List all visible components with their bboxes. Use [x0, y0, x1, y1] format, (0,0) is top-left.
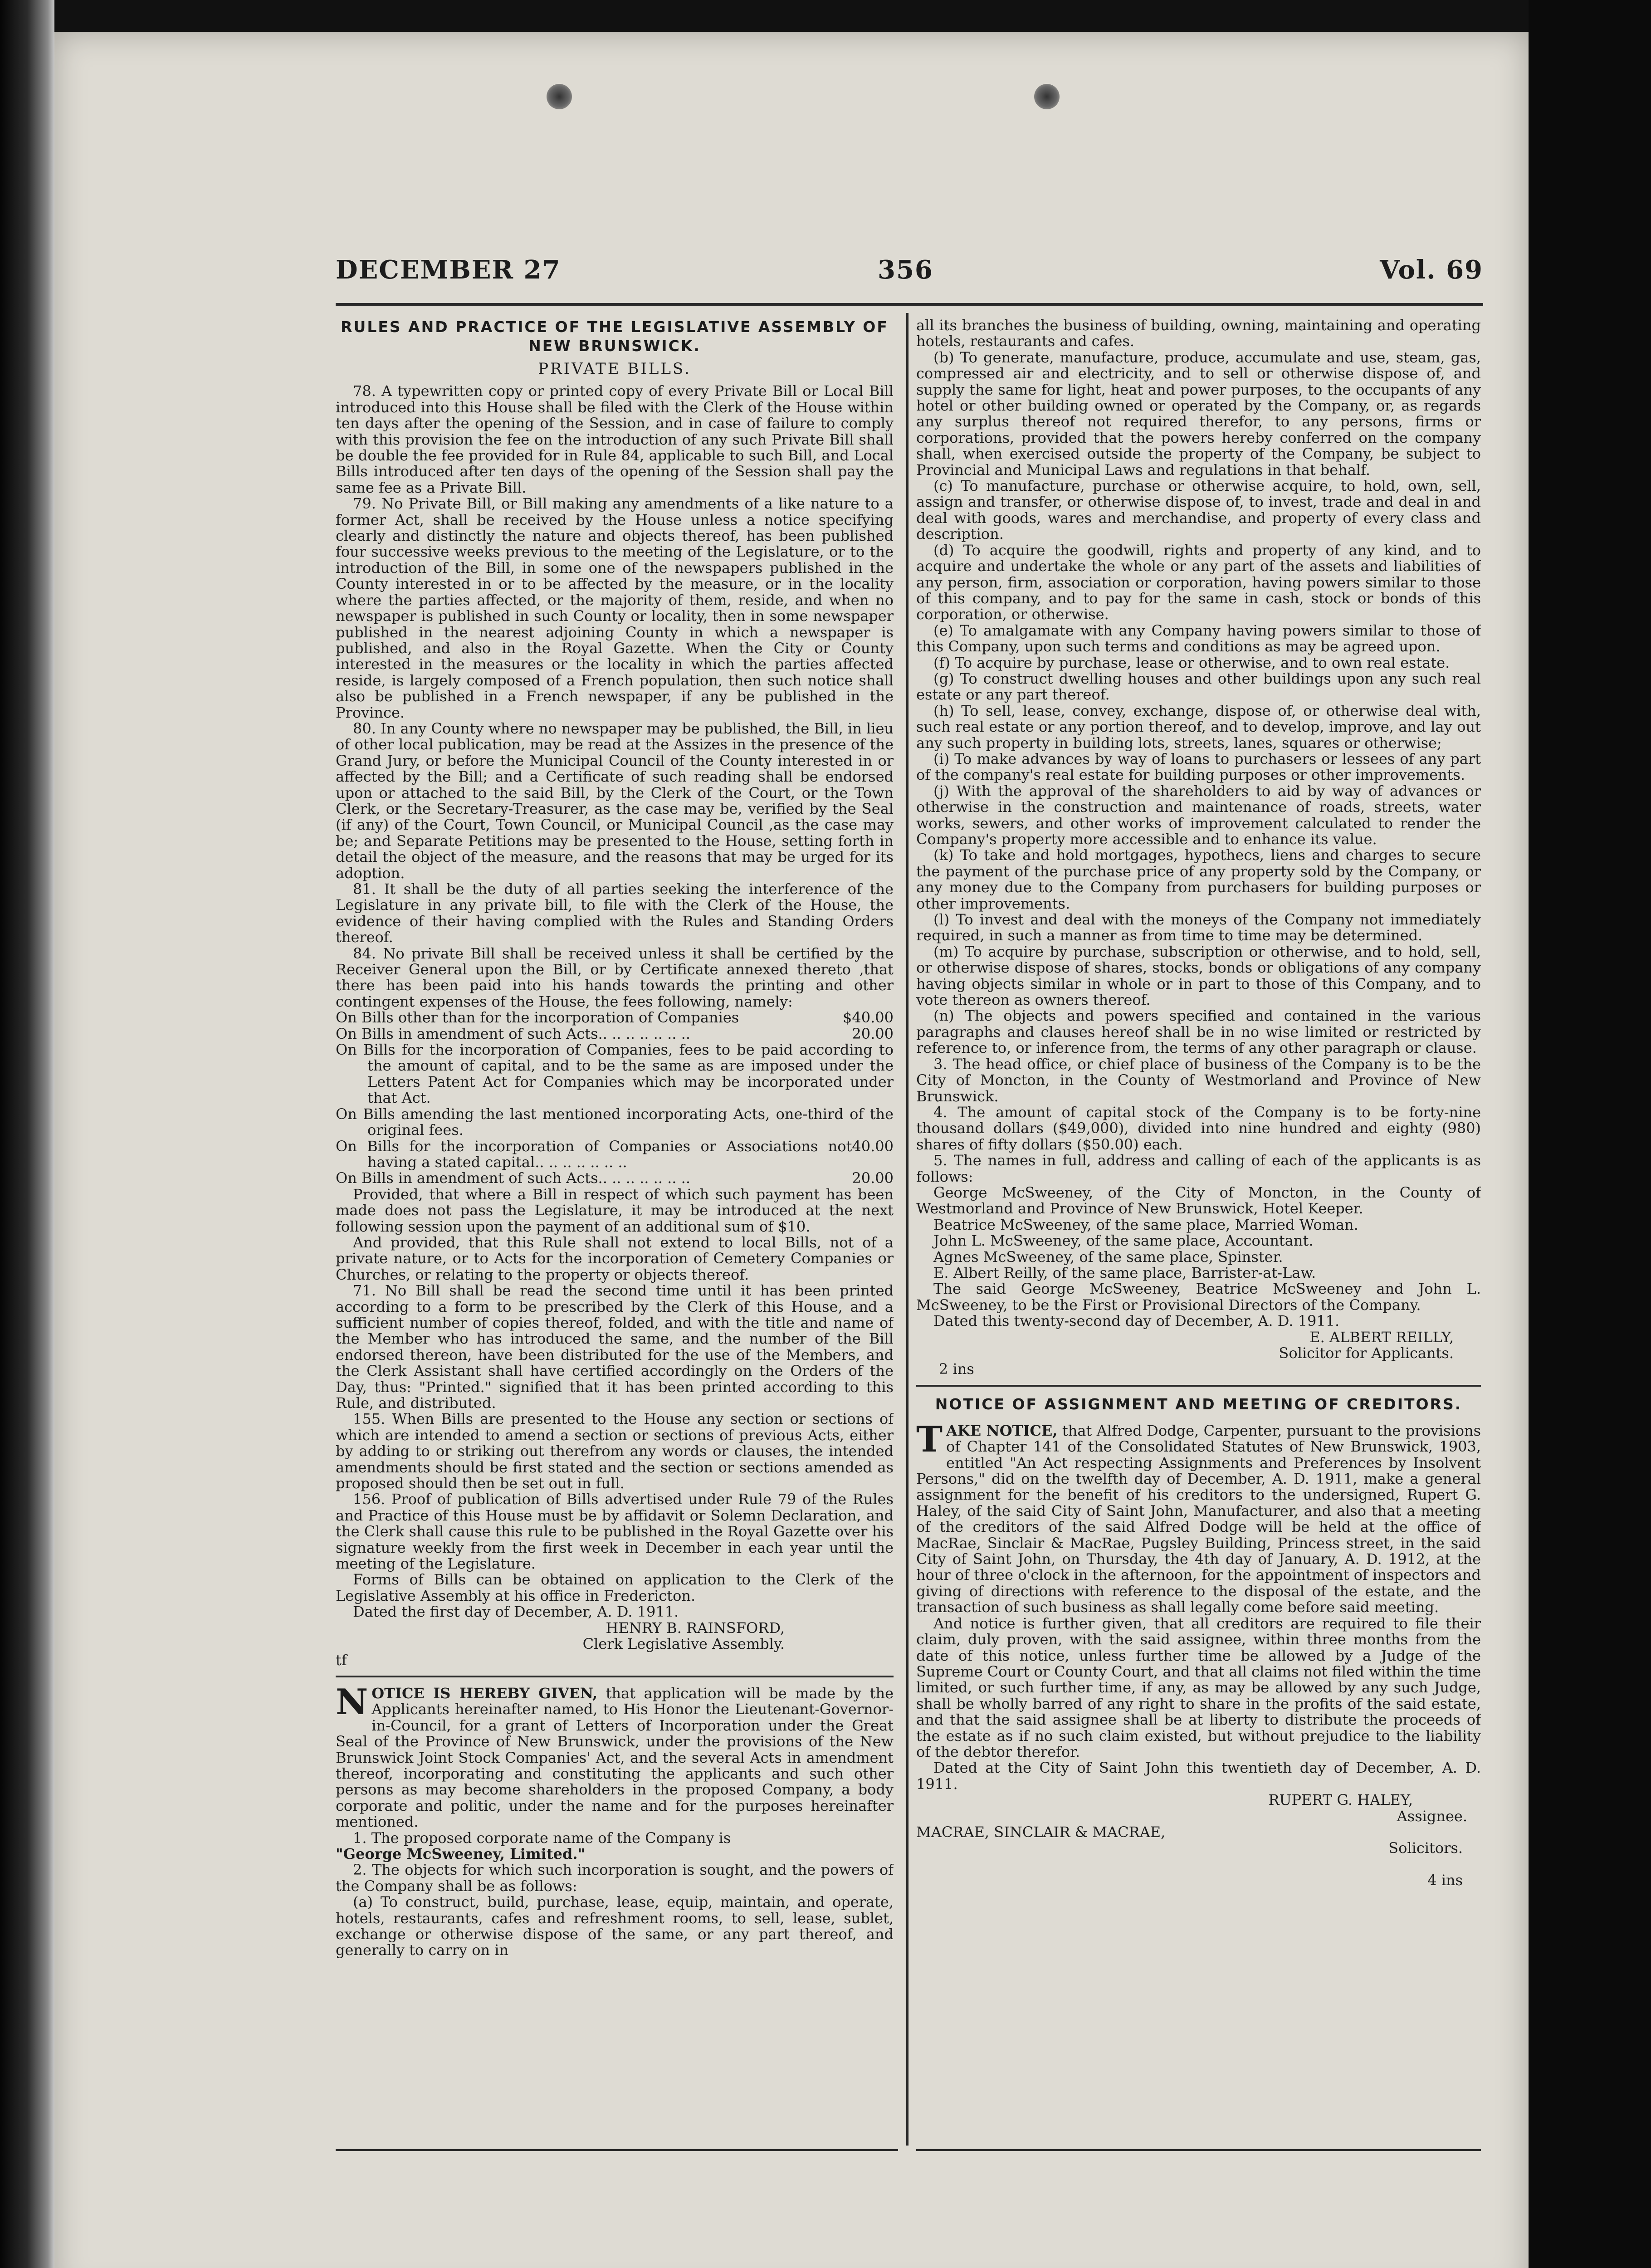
assignee-title: Assignee. [1397, 1807, 1467, 1825]
incorporation-notice-intro [336, 1681, 894, 1831]
object-clause: 4. The amount of capital stock of the Company is to be forty-nine thousand dollars ($49,000), divided into nine hundred and eighty (980) shares of fifty dollars ($50.00) each. [916, 1103, 1481, 1153]
notice-lead: OTICE IS HEREBY GIVEN, [371, 1684, 598, 1702]
rules-signer: HENRY B. RAINSFORD, [606, 1619, 785, 1637]
object-clause: (b) To generate, manufacture, produce, accumulate and use, steam, gas, compressed air and electricity, and to sell or otherwise dispose of, and supply the same for light, heat and power purposes, to the occupants of any hotel or other building owned or operated by the Company, or, as regards any surplus thereof not required therefor, to any persons, firms or corporations, provided that the powers hereby conferred on the company shall, when exercised outside the property of the Company, be subject to Provincial and Municipal Laws and regulations in that behalf. [916, 348, 1481, 479]
fee-label: On Bills other than for the incorporation of Companies [336, 1009, 739, 1026]
assignee-name: RUPERT G. HALEY, [1268, 1791, 1413, 1809]
object-clause: (k) To take and hold mortgages, hypothecs, liens and charges to secure the payment of the purchase price of any property sold by the Company, or any money due to the Company from purchasers for building purposes or other improvements. [916, 846, 1481, 912]
header-page-number: 356 [878, 255, 933, 285]
rules-insertion-marker: tf [336, 1651, 347, 1669]
rule-paragraph: 80. In any County where no newspaper may be published, the Bill, in lieu of other local publication, may be read at the Assizes in the presence of the Grand Jury, or before the Municipal Council of the County interested in or affected by the Bill; and a Certificate of such reading shall be endorsed upon or attached to the said Bill, by the Clerk of the Court, or the Town Clerk, or the Secretary-Treasurer, as the case may be, verified by the Seal (if any) of the Court, Town Council, or Municipal Council ,as the case may be; and Separate Petitions may be presented to the House, setting forth in detail the object of the measure, and the reasons that may be urged for its adoption. [336, 719, 894, 882]
dropcap: T [916, 1418, 943, 1460]
fee-item [336, 1139, 894, 1171]
rule-paragraph: Forms of Bills can be obtained on application to the Clerk of the Legislative Assembly at his office in Fredericton. [336, 1571, 894, 1604]
object-clause: (h) To sell, lease, convey, exchange, dispose of, or otherwise deal with, such real estate or any portion thereof, and to develop, improve, and lay out any such property in building lots, streets, lanes, squares or otherwise; [916, 702, 1481, 752]
fee-label: On Bills in amendment of such Acts.. .. .. .. .. .. .. [336, 1025, 690, 1042]
assignment-insertion-marker: 4 ins [1427, 1872, 1463, 1889]
fee-item [336, 1170, 894, 1186]
page-header [336, 255, 1483, 296]
assignment-paragraph: And notice is further given, that all creditors are required to file their claim, duly proven, with the said assignee, within three months from the date of this notice, unless further time be allowed by a Judge of the Supreme Court or County Court, and that all claims not filed within the time limited, or such further time, if any, as may be allowed by any such Judge, shall be wholly barred of any right to share in the profits of the said estate, and that the said assignee shall be at liberty to distribute the proceeds of the estate as if no such claim existed, but without prejudice to the liability of the debtor therefor. [916, 1614, 1481, 1760]
applicant-entry: The said George McSweeney, Beatrice McSweeney and John L. McSweeney, to be the First or Provisional Directors of the Company. [916, 1280, 1481, 1314]
assignment-dated: Dated at the City of Saint John this twentieth day of December, A. D. 1911. [916, 1759, 1481, 1793]
applicant-entry: John L. McSweeney, of the same place, Accountant. [933, 1232, 1314, 1250]
incorporation-dated: Dated this twenty-second day of December, A. D. 1911. [933, 1312, 1340, 1330]
notice-text: that application will be made by the Applicants hereinafter named, to His Honor the Lieutenant-Governor-in-Council, for a grant of Letters of Incorporation under the Great Seal of the Province of New Brunswick, under the provisions of the New Brunswick Joint Stock Companies' Act, and the several Acts in amendment thereof, incorporating and constituting the applicants and such other persons as may become shareholders in the proposed Company, a body corporate and politic, under the name and for the purposes hereinafter mentioned. [336, 1684, 894, 1831]
punch-hole-icon [547, 84, 572, 109]
assignment-text: that Alfred Dodge, Carpenter, pursuant to the provisions of Chapter 141 of the Consolidated Statutes of New Brunswick, 1903, entitled "An Act respecting Assignments and Preferences by Insolvent Persons," did on the twelfth day of December, A. D. 1911, make a general assignment for the benefit of his creditors to the undersigned, Rupert G. Haley, of the said City of Saint John, Manufacturer, and also that a meeting of the creditors of the said Alfred Dodge will be held at the office of MacRae, Sinclair & MacRae, Pugsley Building, Princess street, in the said City of Saint John, on Thursday, the 4th day of January, A. D. 1912, at the hour of three o'clock in the afternoon, for the appointment of inspectors and giving of directions with reference to the disposal of the estate, and the transaction of such business as shall legally come before said meeting. [916, 1422, 1481, 1616]
object-clause: 5. The names in full, address and calling of each of the applicants is as follows: [916, 1152, 1481, 1185]
fee-item [336, 1106, 894, 1139]
left-column [336, 318, 894, 2150]
solicitors-title-line [916, 1840, 1463, 1888]
section-rule [336, 1676, 894, 1677]
solicitors-title: Solicitors. [1388, 1839, 1463, 1857]
rule-paragraph: 79. No Private Bill, or Bill making any amendments of a like nature to a former Act, shall be received by the House unless a notice specifying clearly and distinctly the nature and objects thereof, has been published four successive weeks previous to the meeting of the Legislature, or to the introduction of the Bill, in some one of the newspapers published in the County interested in or to be affected by the measure, or in the locality where the parties affected, or the majority of them, reside, and when no newspaper is published in such County or locality, then in some newspaper published in the nearest adjoining County in which a newspaper is published, and also in the Royal Gazette. When the City or County interested in the measures or the locality in which the parties affected reside, is largely composed of a French population, then such notice shall also be published in a French newspaper, if any be published in the Province. [336, 495, 894, 721]
fee-item [336, 1026, 894, 1042]
applicants-signature [916, 1330, 1481, 1362]
rule-paragraph: 81. It shall be the duty of all parties seeking the interference of the Legislature in any private bill, to file with the Clerk of the House, the evidence of their having complied with the Rules and Standing Orders thereof. [336, 880, 894, 946]
rules-signer-title: Clerk Legislative Assembly. [582, 1635, 785, 1653]
header-date: DECEMBER 27 [336, 255, 561, 285]
object-clause: all its branches the business of building, owning, maintaining and operating hotels, restaurants and cafes. [916, 318, 1481, 350]
rule-paragraph: 156. Proof of publication of Bills advertised under Rule 79 of the Rules and Practice of this House must be by affidavit or Solemn Declaration, and the Clerk shall cause this rule to be published in the Royal Gazette over his signature weekly from the first week in December in each year until the meeting of the Legislature. [336, 1491, 894, 1573]
fee-label: On Bills in amendment of such Acts.. .. .. .. .. .. .. [336, 1169, 690, 1187]
notice-paragraph: 2. The objects for which such incorporation is sought, and the powers of the Company shall be as follows: [336, 1861, 894, 1895]
applicant-entry: George McSweeney, of the City of Moncton, in the County of Westmorland and Province of New Brunswick, Hotel Keeper. [916, 1183, 1481, 1217]
section-rule [916, 1385, 1481, 1387]
rule-paragraph: Provided, that where a Bill in respect of which such payment has been made does not pass the Legislature, it may be introduced at the next following session upon the payment of an additional sum of $10. [336, 1185, 894, 1235]
object-clause: (l) To invest and deal with the moneys of the Company not immediately required, in such a manner as from time to time may be determined. [916, 911, 1481, 944]
fee-label: On Bills for the incorporation of Companies, fees to be paid according to the amount of capital, and to be the same as are imposed under the Letters Patent Act for Companies which may be incorporated under that Act. [336, 1041, 894, 1107]
applicants-signer: E. ALBERT REILLY, [1309, 1328, 1454, 1346]
rule-paragraph: And provided, that this Rule shall not extend to local Bills, not of a private nature, or to Acts for the incorporation of Cemetery Companies or Churches, or relating to the property or objects thereof. [336, 1233, 894, 1283]
assignment-notice-intro [916, 1418, 1481, 1616]
notice-paragraph: (a) To construct, build, purchase, lease, equip, maintain, and operate, hotels, restaurants, cafes and refreshment rooms, to sell, lease, sublet, exchange or otherwise dispose of the same, or any part thereof, and generally to carry on in [336, 1893, 894, 1959]
header-volume: Vol. 69 [1380, 255, 1483, 285]
object-clause: (i) To make advances by way of loans to purchasers or lessees of any part of the company's real estate for building purposes or other improvements. [916, 750, 1481, 784]
fee-label: On Bills for the incorporation of Companies or Associations not having a stated capital.. .. .. .. .. .. .. [336, 1137, 852, 1171]
applicants-signer-title: Solicitor for Applicants. [1279, 1344, 1454, 1362]
solicitors-name: MACRAE, SINCLAIR & MACRAE, [916, 1823, 1166, 1841]
rule-paragraph: 155. When Bills are presented to the House any section or sections of which are intended to amend a section or sections of previous Acts, either by adding to or striking out therefrom any words or clauses, the intended amendments should be first stated and the section or sections amended as proposed should then be set out in full. [336, 1410, 894, 1492]
solicitors-line [916, 1840, 1481, 1888]
object-clause: (e) To amalgamate with any Company having powers similar to those of this Company, upon such terms and conditions as may be agreed upon. [916, 621, 1481, 655]
applicant-entry: Agnes McSweeney, of the same place, Spinster. [933, 1248, 1283, 1266]
assignee-signature [916, 1792, 1481, 1824]
fee-list [336, 1010, 894, 1186]
rules-title: RULES AND PRACTICE OF THE LEGISLATIVE ASSEMBLY OF NEW BRUNSWICK. [341, 318, 889, 355]
column-bottom-rule [336, 2149, 898, 2151]
object-clause: (d) To acquire the goodwill, rights and property of any kind, and to acquire and undertake the whole or any part of the assets and liabilities of any person, firm, association or corporation, having powers similar to those of this company, and to pay for the same in cash, stock or bonds of this corporation, or otherwise. [916, 541, 1481, 623]
rules-signature [336, 1620, 894, 1652]
dropcap: N [336, 1681, 368, 1723]
rules-subtitle: PRIVATE BILLS. [538, 360, 691, 378]
applicant-entry: E. Albert Reilly, of the same place, Barrister-at-Law. [933, 1264, 1316, 1281]
notice-paragraph: 1. The proposed corporate name of the Company is [353, 1829, 731, 1847]
rule-paragraph: 78. A typewritten copy or printed copy of every Private Bill or Local Bill introduced into this House shall be filed with the Clerk of the House within ten days after the opening of the Session, and in case of failure to comply with this provision the fee on the introduction of any such Private Bill shall be double the fee provided for in Rule 84, applicable to such Bill, and Local Bills introduced after ten days of the opening of the Session shall pay the same fee as a Private Bill. [336, 382, 894, 496]
right-column [916, 318, 1481, 2150]
assignment-lead: AKE NOTICE, [946, 1422, 1058, 1439]
company-name: "George McSweeney, Limited." [336, 1845, 586, 1862]
assignment-title: NOTICE OF ASSIGNMENT AND MEETING OF CREDITORS. [935, 1395, 1462, 1413]
rule-paragraph: 71. No Bill shall be read the second time until it has been printed according to a form to be prescribed by the Clerk of this House, and a sufficient number of copies thereof, folded, and with the title and name of the Member who has introduced the same, and the number of the Bill endorsed thereon, have been distributed for the use of the Members, and the Clerk Assistant shall have certified accordingly on the Orders of the Day, thus: "Printed." signified that it has been printed according to this Rule, and distributed. [336, 1282, 894, 1412]
column-bottom-rule [916, 2149, 1481, 2151]
applicants-insertion-marker: 2 ins [939, 1360, 974, 1378]
object-clause: 3. The head office, or chief place of business of the Company is to be the City of Moncton, in the County of Westmorland and Province of New Brunswick. [916, 1055, 1481, 1105]
object-clause: (n) The objects and powers specified and contained in the various paragraphs and clauses hereof shall be in no wise limited or restricted by reference to, or inference from, the terms of any other paragraph or clause. [916, 1007, 1481, 1057]
fee-item [336, 1010, 894, 1026]
object-clause: (j) With the approval of the shareholders to aid by way of advances or otherwise in the construction and maintenance of roads, streets, water works, sewers, and other works of improvement calculated to render the Company's property more accessible and to enhance its value. [916, 782, 1481, 848]
punch-hole-icon [1034, 84, 1060, 109]
rules-insertion-marker-row [336, 1652, 894, 1668]
fee-amount: 20.00 [852, 1169, 894, 1187]
object-clause: (m) To acquire by purchase, subscription or otherwise, and to hold, sell, or otherwise dispose of shares, stocks, bonds or obligations of any company having objects similar in whole or in part to those of this Company, and to vote thereon as owners thereof. [916, 943, 1481, 1009]
column-divider [906, 313, 909, 2146]
applicants-insertion-marker-row [916, 1361, 1481, 1377]
rule-paragraph: 84. No private Bill shall be received unless it shall be certified by the Receiver General upon the Bill, or by Certificate annexed thereto ,that there has been paid into his hands towards the printing and other contingent expenses of the House, the fees following, namely: [336, 944, 894, 1010]
fee-amount: 40.00 [852, 1137, 894, 1155]
fee-label: On Bills amending the last mentioned incorporating Acts, one-third of the original fees. [336, 1105, 894, 1139]
fee-amount: $40.00 [843, 1009, 894, 1026]
applicant-entry: Beatrice McSweeney, of the same place, Married Woman. [933, 1216, 1358, 1233]
object-clause: (c) To manufacture, purchase or otherwise acquire, to hold, own, sell, assign and transfer, or otherwise dispose of, to invest, trade and deal in and deal with goods, wares and merchandise, and property of every class and description. [916, 477, 1481, 543]
background-right [1529, 0, 1651, 2268]
object-clause: (g) To construct dwelling houses and other buildings upon any such real estate or any part thereof. [916, 670, 1481, 704]
rules-dated: Dated the first day of December, A. D. 1911. [353, 1603, 679, 1621]
header-rule [336, 303, 1483, 306]
book-binding [0, 0, 54, 2268]
fee-item [336, 1042, 894, 1106]
fee-amount: 20.00 [852, 1025, 894, 1042]
object-clause: (f) To acquire by purchase, lease or otherwise, and to own real estate. [933, 654, 1450, 671]
